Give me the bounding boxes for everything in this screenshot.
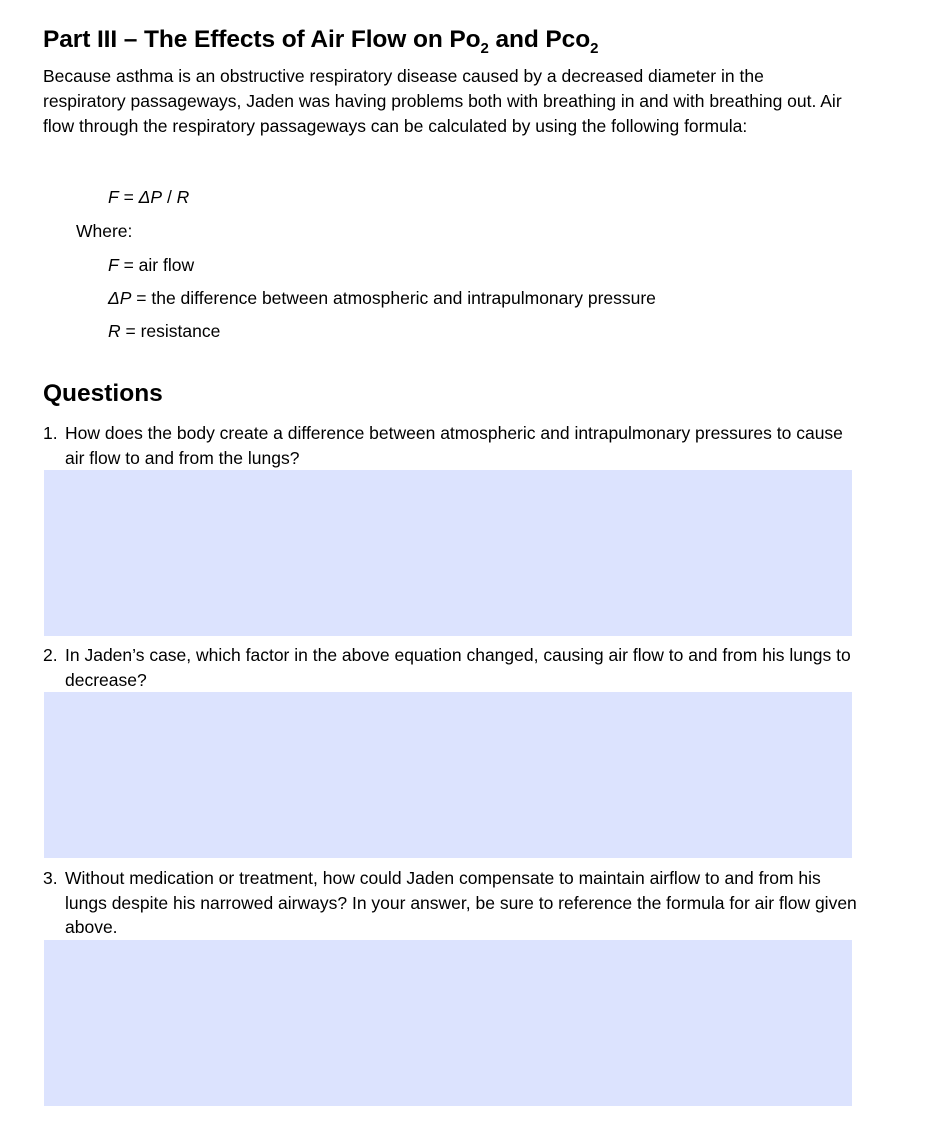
question-3	[43, 866, 863, 940]
definition-text: = air flow	[118, 255, 195, 275]
definition-f	[108, 255, 194, 276]
formula-var-dp: ΔP	[138, 187, 163, 207]
where-label: Where:	[76, 221, 133, 241]
definition-dp	[108, 288, 656, 309]
definition-var: ΔP	[108, 288, 132, 308]
title-subscript-1: 2	[480, 40, 489, 57]
title-subscript-2: 2	[590, 40, 599, 57]
formula-var-r: R	[176, 187, 190, 207]
definition-r	[108, 321, 220, 342]
answer-field-3[interactable]	[44, 940, 852, 1106]
part-title	[43, 26, 599, 57]
question-2	[43, 643, 863, 692]
question-1	[43, 421, 863, 470]
intro-paragraph: Because asthma is an obstructive respiratory disease caused by a decreased diameter in the respiratory passageways, Jaden was having problems both with breathing in and with breathing out. Air flow through the respiratory passageways can be calculated by using the following formula:	[43, 66, 842, 136]
questions-heading: Questions	[43, 380, 163, 407]
question-text: How does the body create a difference between atmospheric and intrapulmonary pressures to cause air flow to and from the lungs?	[65, 423, 843, 468]
answer-field-1[interactable]	[44, 470, 852, 636]
question-number: 2.	[43, 645, 58, 665]
formula-slash: /	[162, 187, 177, 207]
question-number: 1.	[43, 423, 58, 443]
definition-text: = the difference between atmospheric and intrapulmonary pressure	[131, 288, 656, 308]
question-text: Without medication or treatment, how could Jaden compensate to maintain airflow to and from his lungs despite his narrowed airways? In your answer, be sure to reference the formula for air flow given above.	[65, 868, 857, 937]
definition-text: = resistance	[120, 321, 221, 341]
definition-var: R	[108, 321, 121, 341]
definition-var: F	[108, 255, 119, 275]
question-text: In Jaden’s case, which factor in the above equation changed, causing air flow to and from his lungs to decrease?	[65, 645, 851, 690]
title-main: Part III – The Effects of Air Flow on Po	[43, 26, 481, 53]
air-flow-formula	[108, 187, 189, 208]
title-mid: and Pco	[488, 26, 591, 53]
formula-var-f: F	[108, 187, 119, 207]
question-number: 3.	[43, 868, 58, 888]
answer-field-2[interactable]	[44, 692, 852, 858]
formula-equals: =	[118, 187, 139, 207]
